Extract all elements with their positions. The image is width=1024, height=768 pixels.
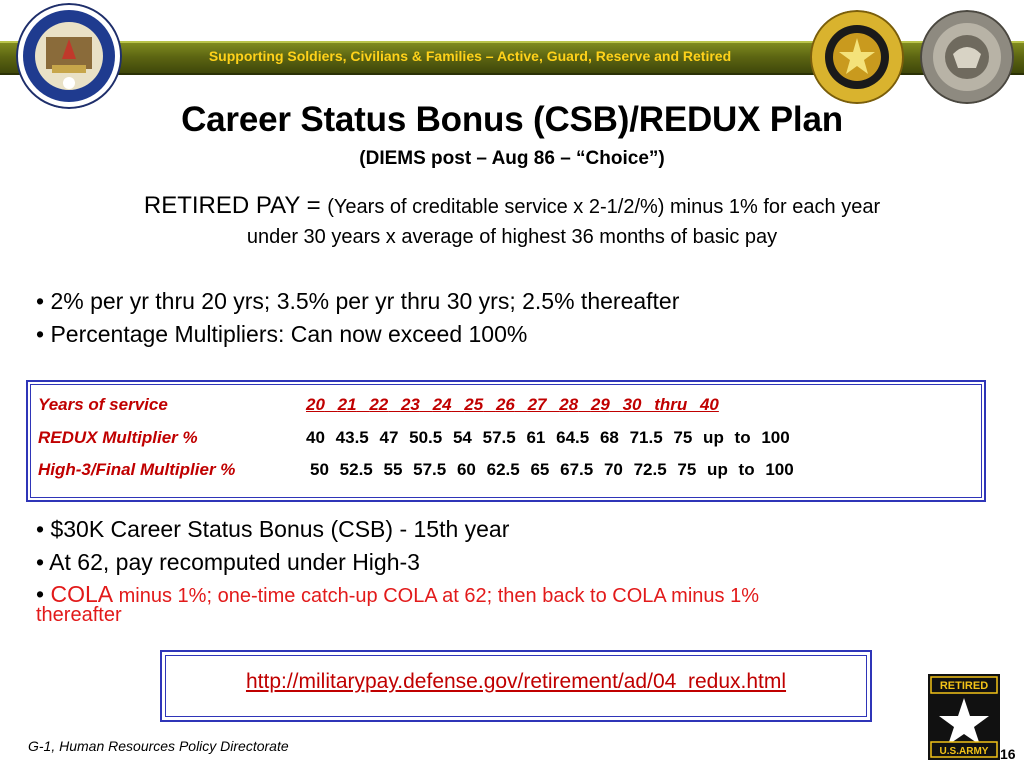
- table-cell: 68: [599, 428, 619, 447]
- table-cell: 23: [400, 395, 420, 414]
- table-cell: 57.5: [413, 460, 447, 479]
- table-cell: 61: [526, 428, 546, 447]
- table-cell: 29: [590, 395, 610, 414]
- footer-text: G-1, Human Resources Policy Directorate: [28, 738, 289, 754]
- page-number: 16: [1000, 746, 1016, 762]
- bullet-item: • 2% per yr thru 20 yrs; 3.5% per yr thru 30 yrs; 2.5% thereafter: [36, 288, 680, 314]
- table-cell: 21: [337, 395, 357, 414]
- table-row-high3: [38, 460, 794, 480]
- bullet-item: • At 62, pay recomputed under High-3: [36, 549, 420, 575]
- table-cell: 67.5: [560, 460, 594, 479]
- table-cell: 54: [452, 428, 472, 447]
- table-cell: 24: [432, 395, 452, 414]
- cola-bullet-mark: •: [36, 581, 51, 607]
- table-cell: 52.5: [339, 460, 373, 479]
- row-label: High-3/Final Multiplier %: [38, 460, 236, 479]
- row-label: Years of service: [38, 395, 168, 414]
- row-values: [306, 395, 719, 415]
- retired-army-logo-icon: [928, 674, 1000, 760]
- bullet-list-top: [36, 285, 679, 351]
- table-cell: 43.5: [335, 428, 369, 447]
- table-cell: 40: [306, 428, 325, 447]
- table-cell: 75 up to 100: [677, 460, 794, 479]
- army-seal-icon: [16, 3, 122, 109]
- table-cell: 20: [306, 395, 325, 414]
- banner-text: Supporting Soldiers, Civilians & Families – Active, Guard, Reserve and Retired: [208, 48, 732, 64]
- bullet-item: • $30K Career Status Bonus (CSB) - 15th year: [36, 516, 510, 542]
- cola-word: COLA: [50, 581, 114, 607]
- redux-link[interactable]: http://militarypay.defense.gov/retirement/ad/04_redux.html: [245, 670, 787, 693]
- table-cell: 30 thru 40: [622, 395, 719, 414]
- table-cell: 62.5: [486, 460, 520, 479]
- logo-text-bottom: U.S.ARMY: [939, 746, 989, 757]
- bullet-item: • Percentage Multipliers: Can now exceed 100%: [36, 321, 528, 347]
- formula-lead: RETIRED PAY =: [143, 192, 328, 219]
- table-row-redux: [38, 428, 790, 448]
- table-cell: 75 up to 100: [673, 428, 790, 447]
- table-cell: 26: [495, 395, 515, 414]
- table-cell: 70: [603, 460, 623, 479]
- page-subtitle: (DIEMS post – Aug 86 – “Choice”): [359, 148, 665, 169]
- table-cell: 64.5: [556, 428, 590, 447]
- page-title: Career Status Bonus (CSB)/REDUX Plan: [181, 100, 843, 139]
- table-cell: 22: [369, 395, 389, 414]
- table-cell: 72.5: [633, 460, 667, 479]
- formula-line1: (Years of creditable service x 2-1/2/%) minus 1% for each year: [327, 196, 881, 218]
- cola-bullet: [36, 579, 759, 611]
- table-cell: 50.5: [409, 428, 443, 447]
- cola-text-wrap: thereafter: [36, 604, 122, 626]
- row-label: REDUX Multiplier %: [38, 428, 198, 447]
- retired-pay-formula: [30, 192, 994, 253]
- table-row-years: [38, 395, 719, 415]
- dcs-g1-seal-icon: [810, 10, 904, 104]
- bullet-list-bottom: [36, 513, 759, 611]
- table-cell: 50: [310, 460, 329, 479]
- cola-text: minus 1%; one-time catch-up COLA at 62; then back to COLA minus 1%: [113, 585, 759, 607]
- row-values: [310, 460, 794, 480]
- table-cell: 55: [383, 460, 403, 479]
- secretary-seal-icon: [920, 10, 1014, 104]
- table-cell: 27: [527, 395, 547, 414]
- table-cell: 71.5: [629, 428, 663, 447]
- row-values: [306, 428, 790, 448]
- logo-text-top: RETIRED: [939, 680, 989, 692]
- table-cell: 47: [379, 428, 399, 447]
- table-cell: 57.5: [482, 428, 516, 447]
- table-cell: 60: [456, 460, 476, 479]
- table-cell: 65: [530, 460, 550, 479]
- table-cell: 28: [559, 395, 579, 414]
- formula-line2: under 30 years x average of highest 36 months of basic pay: [246, 226, 778, 248]
- table-cell: 25: [464, 395, 484, 414]
